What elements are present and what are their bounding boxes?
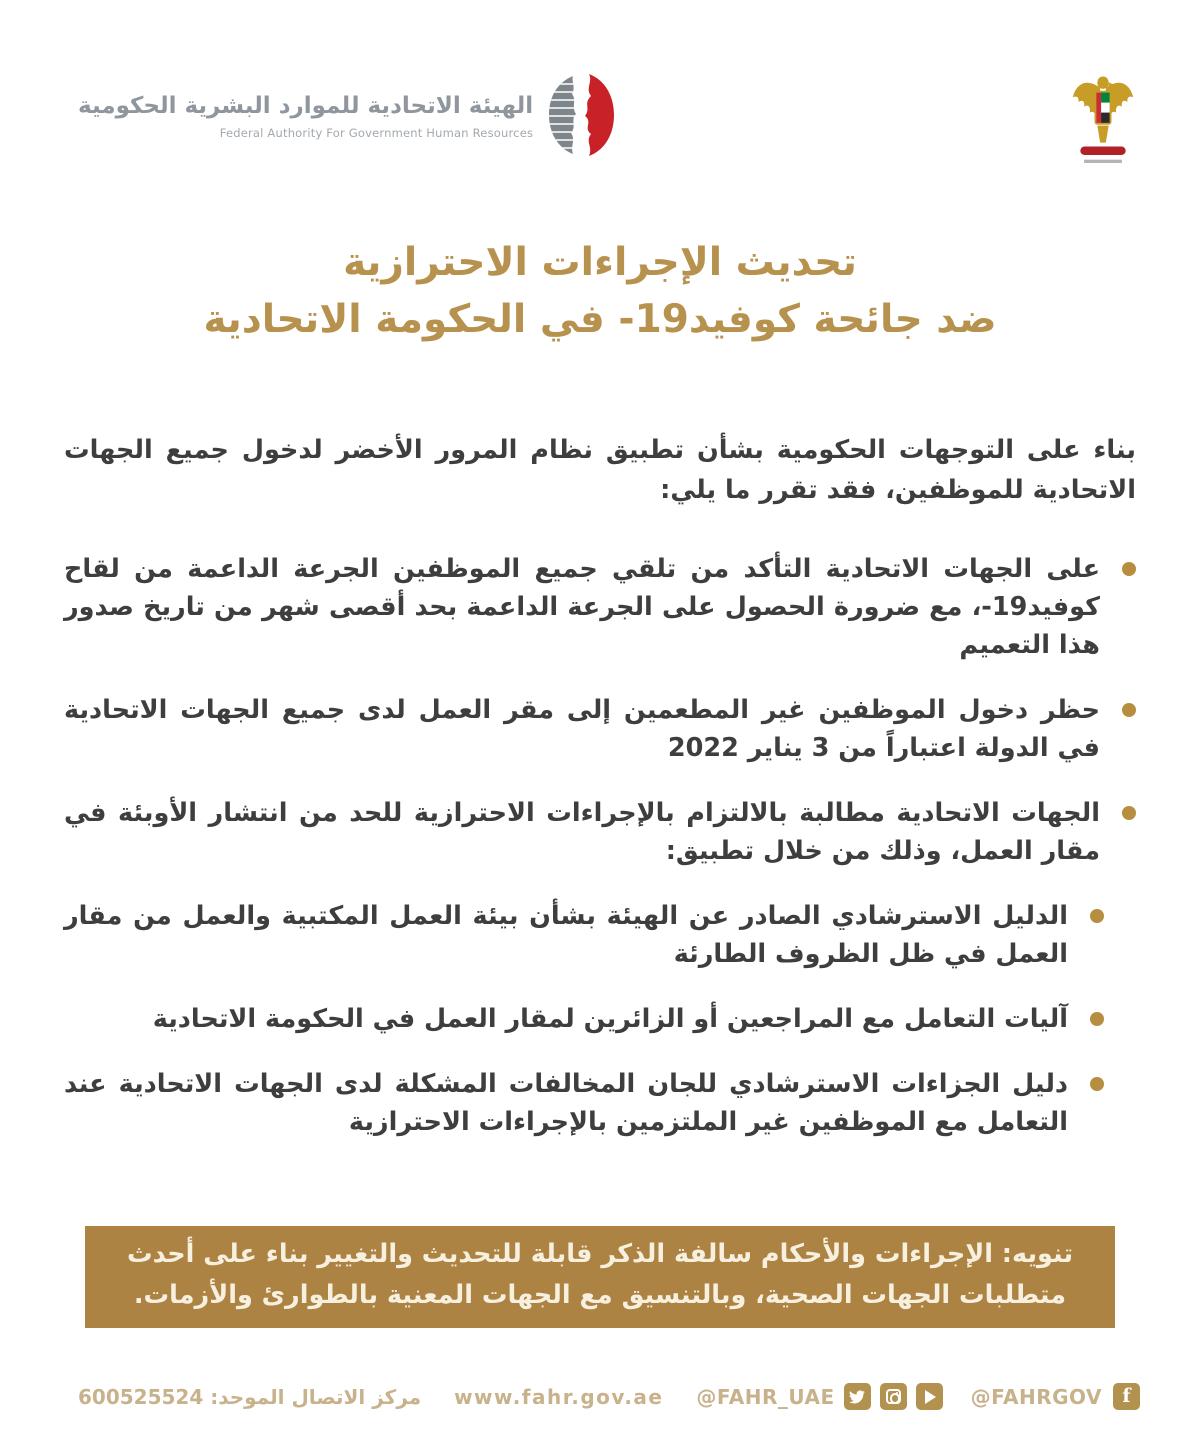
bullet-dot-icon — [1122, 562, 1136, 576]
intro-paragraph: بناء على التوجهات الحكومية بشأن تطبيق نظام المرور الأخضر لدخول جميع الجهات الاتحادية للموظفين، فقد تقرر ما يلي: — [64, 435, 1136, 505]
bullet-text: الجهات الاتحادية مطالبة بالالتزام بالإجراءات الاحترازية للحد من انتشار الأوبئة في مقار العمل، وذلك من خلال تطبيق: — [64, 798, 1100, 866]
bullet-item-3 — [64, 794, 1136, 870]
social-handle-main: @FAHR_UAE — [696, 1384, 835, 1409]
facebook-icon: f — [1113, 1383, 1140, 1410]
fahr-logo-subtitle-english: Federal Authority For Government Human Resources — [219, 125, 534, 140]
notice-banner: تنويه: الإجراءات والأحكام سالفة الذكر قابلة للتحديث والتغيير بناء على أحدث متطلبات الجهات الصحية، وبالتنسيق مع الجهات المعنية بالطوارئ والأزمات. — [85, 1226, 1115, 1328]
bullet-text: دليل الجزاءات الاسترشادي للجان المخالفات المشكلة لدى الجهات الاتحادية عند التعامل مع الموظفين غير الملتزمين بالإجراءات الاحترازية — [64, 1069, 1068, 1137]
sub-bullet-item-1 — [64, 897, 1104, 973]
page-title — [0, 234, 1200, 348]
twitter-icon — [844, 1383, 871, 1410]
fahr-logo-mark-icon — [545, 72, 617, 158]
social-media-row — [696, 1383, 1140, 1410]
bullet-dot-icon — [1090, 1077, 1104, 1091]
bullet-dot-icon — [1090, 1012, 1104, 1026]
youtube-icon — [916, 1383, 943, 1410]
bullet-dot-icon — [1090, 909, 1104, 923]
fahr-logo-text — [78, 91, 533, 140]
bullet-dot-icon — [1122, 703, 1136, 717]
fahr-logo — [78, 72, 617, 158]
sub-bullet-item-2 — [64, 1000, 1104, 1038]
instagram-icon — [880, 1383, 907, 1410]
bullet-dot-icon — [1122, 806, 1136, 820]
bullet-list — [64, 550, 1136, 1141]
bullet-text: الدليل الاسترشادي الصادر عن الهيئة بشأن بيئة العمل المكتبية والعمل من مقار العمل في ظل الظروف الطارئة — [64, 901, 1068, 969]
footer — [78, 1383, 1140, 1410]
page-title-line1: تحديث الإجراءات الاحترازية — [343, 240, 857, 285]
bullet-text: على الجهات الاتحادية التأكد من تلقي جميع الموظفين الجرعة الداعمة من لقاح كوفيد19-، مع ضرورة الحصول على الجرعة الداعمة بحد أقصى شهر من تاريخ صدور هذا التعميم — [64, 554, 1100, 660]
bullet-item-2 — [64, 691, 1136, 767]
bullet-text: حظر دخول الموظفين غير المطعمين إلى مقر العمل لدى جميع الجهات الاتحادية في الدولة اعتباراً من 3 يناير 2022 — [64, 695, 1100, 763]
bullet-item-1 — [64, 550, 1136, 664]
fahr-logo-title-arabic: الهيئة الاتحادية للموارد البشرية الحكومية — [78, 92, 534, 119]
bullet-text: آليات التعامل مع المراجعين أو الزائرين لمقار العمل في الحكومة الاتحادية — [152, 1004, 1068, 1034]
website-url: www.fahr.gov.ae — [454, 1384, 664, 1409]
uae-falcon-emblem-icon — [1068, 72, 1138, 168]
call-center-info: مركز الاتصال الموحد: 600525524 — [78, 1384, 422, 1409]
sub-bullet-item-3 — [64, 1065, 1104, 1141]
document-body — [64, 430, 1136, 1168]
page-title-line2: ضد جائحة كوفيد19- في الحكومة الاتحادية — [203, 297, 997, 342]
header — [78, 72, 1138, 168]
social-handle-facebook: @FAHRGOV — [970, 1384, 1102, 1409]
